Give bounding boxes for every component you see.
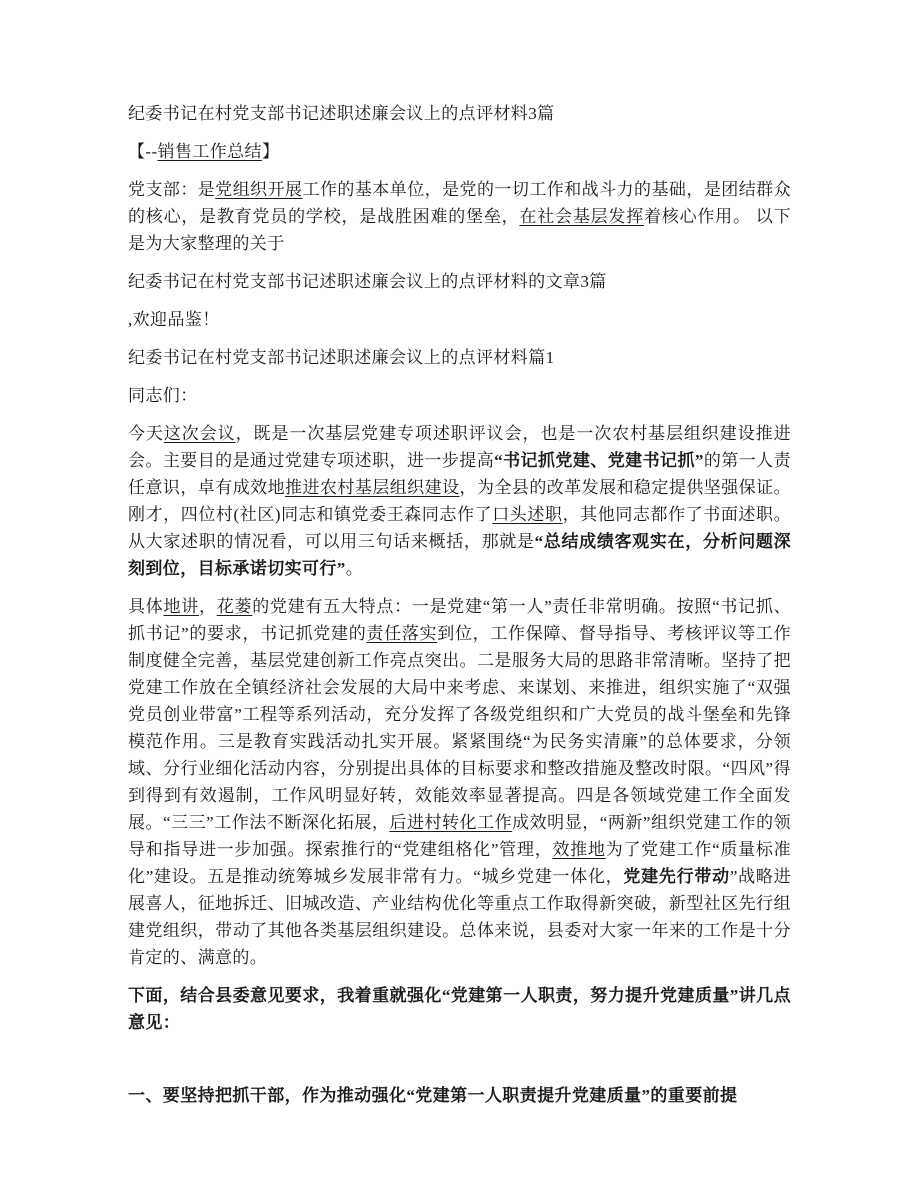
- keyword-link[interactable]: 花蒌: [216, 597, 253, 616]
- keyword-link[interactable]: 推进农村基层组织建设: [285, 478, 460, 497]
- text-run: 的党建有五大特点：一是党建“第一人”责任非常明确。按照“书记抓、抓书记”的要求，书记抓党建的: [128, 597, 792, 643]
- keyword-link[interactable]: 在社会基层发挥: [519, 207, 644, 226]
- article-heading: [128, 344, 791, 371]
- text-run: 党建先行带动: [623, 867, 730, 886]
- text-run: 的第一人责任意识，卓有成效地: [128, 451, 791, 497]
- text-run: “总结成绩客观实在，分析问题深刻到位，目标承诺切实可行”: [128, 532, 792, 578]
- text-run: ”战略进展喜人，征地拆迁、旧城改造、产业结构优化等重点工作取得新突破，新型社区先行组建党组织，带动了其他各类基层组织建设。总体来说，县委对大家一年来的工作是十分肯定的、满意的。: [128, 867, 791, 967]
- doc-title: [128, 100, 791, 127]
- keyword-link[interactable]: 这次会议: [163, 424, 236, 443]
- keyword-link[interactable]: 效推地: [552, 840, 606, 859]
- text-run: 同志们：: [128, 386, 198, 405]
- text-run: 党支部：是: [128, 180, 216, 199]
- text-run: 。: [345, 559, 364, 578]
- text-run: 今天: [128, 424, 164, 443]
- text-run: ，: [198, 597, 217, 616]
- keyword-link[interactable]: 销售工作总结: [157, 142, 262, 161]
- keyword-link[interactable]: 地讲: [163, 597, 199, 616]
- meeting-paragraph: [128, 420, 791, 582]
- link-title-line: [128, 268, 791, 295]
- text-run: ，为全县的改革发展和稳定提供坚强保证。刚才，四位村(社区)同志和镇党委王森同志作了: [128, 478, 791, 524]
- section-heading-1: [128, 1082, 791, 1109]
- text-run: ，其他同志都作了书面述职。从大家述职的情况看，可以用三句话来概括，那就是: [128, 505, 791, 551]
- salutation: [128, 382, 791, 409]
- text-run: ，既是一次基层党建专项述职评议会，也是一次农村基层组织建设推进会。主要目的是通过党建专项述职，进一步提高: [128, 424, 791, 470]
- keyword-link[interactable]: 责任落实: [366, 624, 438, 643]
- text-run: 着核心作用。 以下是为大家整理的关于: [128, 207, 791, 253]
- document-body: [128, 100, 791, 1109]
- keyword-link[interactable]: 党组织开展: [215, 180, 303, 199]
- text-run: ,欢迎品鉴！: [128, 310, 220, 329]
- text-run: 下面，结合县委意见要求，我着重就强化“党建第一人职责，努力提升党建质量”讲几点意见：: [128, 986, 791, 1032]
- intro-paragraph: [128, 176, 791, 257]
- category-line: [128, 138, 791, 165]
- text-run: 【--: [128, 142, 158, 161]
- features-paragraph: [128, 593, 791, 971]
- welcome-line: [128, 306, 791, 333]
- remarks-lead: [128, 982, 791, 1036]
- text-run: 为了党建工作“质量标准化”建设。五是推动统筹城乡发展非常有力。“城乡党建一体化，: [128, 840, 792, 886]
- text-run: 纪委书记在村党支部书记述职述廉会议上的点评材料篇1: [128, 348, 555, 367]
- text-run: 到位，工作保障、督导指导、考核评议等工作制度健全完善，基层党建创新工作亮点突出。二是服务大局的思路非常清晰。坚持了把党建工作放在全镇经济社会发展的大局中来考虑、来谋划、来推进，组织实施了“双强党员创业带富”工程等系列活动，充分发挥了各级党组织和广大党员的战斗堡垒和先锋模范作用。三是教育实践活动扎实开展。紧紧围绕“为民务实清廉”的总体要求，分领域、分行业细化活动内容，分别提出具体的目标要求和整改措施及整改时限。“四风”得到得到有效遏制，工作风明显好转，效能效率显著提高。四是各领域党建工作全面发展。“三三”工作法不断深化拓展，: [128, 624, 792, 832]
- text-run: 具体: [128, 597, 164, 616]
- text-run: “书记抓党建、党建书记抓”: [494, 451, 704, 470]
- text-run: 工作的基本单位，是党的一切工作和战斗力的基础，是团结群众的核心，是教育党员的学校，是战胜困难的堡垒，: [128, 180, 792, 226]
- text-run: 成效明显，“两新”组织党建工作的领导和指导进一步加强。探索推行的“党建组格化”管理，: [128, 813, 791, 859]
- text-run: 一、要坚持把抓干部，作为推动强化“党建第一人职责提升党建质量”的重要前提: [128, 1086, 738, 1105]
- text-run: 纪委书记在村党支部书记述职述廉会议上的点评材料3篇: [128, 104, 555, 123]
- text-run: 纪委书记在村党支部书记述职述廉会议上的点评材料的文章3篇: [128, 272, 607, 291]
- text-run: 】: [261, 142, 280, 161]
- keyword-link[interactable]: 后进村转化工作: [389, 813, 513, 832]
- keyword-link[interactable]: 口头述职: [492, 505, 563, 524]
